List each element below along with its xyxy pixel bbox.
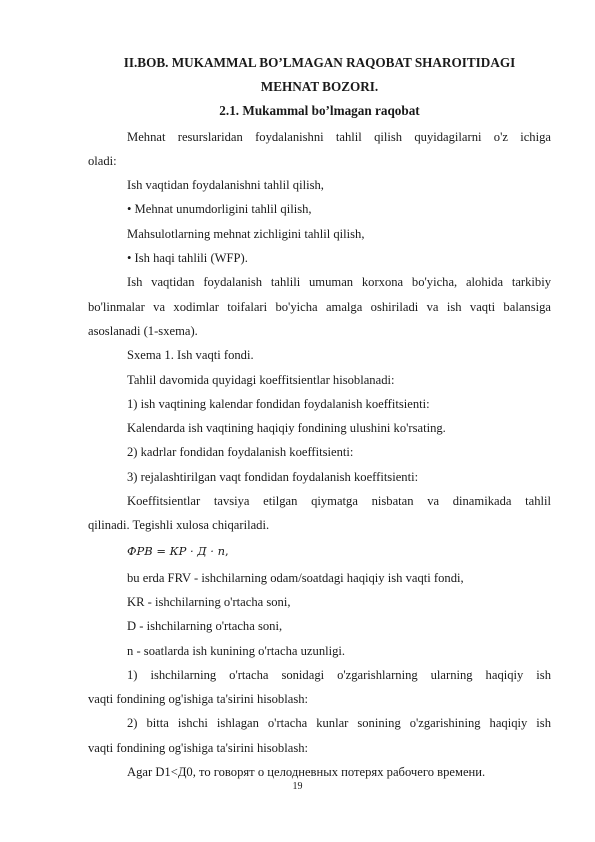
- scheme-caption: Sxema 1. Ish vaqti fondi.: [127, 348, 254, 362]
- section-title: 2.1. Mukammal bo’lmagan raqobat: [219, 103, 420, 118]
- formula: [127, 542, 229, 560]
- chapter-title-line1: II.BOB. MUKAMMAL BO’LMAGAN RAQOBAT SHAROITIDAGI: [123, 55, 516, 70]
- paragraph-line: Mehnat resurslaridan foydalanishni tahlil qilish quyidagilarni o'z ichiga: [127, 130, 551, 144]
- paragraph-line: bu erda FRV - ishchilarning odam/soatdagi haqiqiy ish vaqti fondi,: [127, 571, 464, 585]
- paragraph-line: vaqti fondining og'ishiga ta'sirini hisoblash:: [88, 741, 309, 755]
- paragraph-line: qilinadi. Tegishli xulosa chiqariladi.: [88, 518, 270, 532]
- page-number: 19: [292, 781, 303, 792]
- list-item: 2) bitta ishchi ishlagan o'rtacha kunlar sonining o'zgarishining haqiqiy ish: [127, 716, 551, 730]
- paragraph-line: Agar D1<Д0, то говорят о целодневных потерях рабочего времени.: [127, 765, 486, 779]
- list-item: 3) rejalashtirilgan vaqt fondidan foydalanish koeffitsienti:: [127, 470, 419, 484]
- formula-expression: ФРВ = КР · Д · n: [127, 544, 226, 558]
- paragraph-line: Mahsulotlarning mehnat zichligini tahlil qilish,: [127, 227, 365, 241]
- paragraph-line: D - ishchilarning o'rtacha soni,: [127, 619, 283, 633]
- paragraph-line: Tahlil davomida quyidagi koeffitsientlar hisoblanadi:: [127, 373, 395, 387]
- paragraph-line: Koeffitsientlar tavsiya etilgan qiymatga nisbatan va dinamikada tahlil: [127, 494, 551, 508]
- chapter-title-line2: MEHNAT BOZORI.: [260, 79, 379, 94]
- bullet-item: • Mehnat unumdorligini tahlil qilish,: [127, 202, 312, 216]
- paragraph-line: Ish vaqtidan foydalanish tahlili umuman korxona bo'yicha, alohida tarkibiy: [127, 275, 551, 289]
- paragraph-line: oladi:: [88, 154, 117, 168]
- list-item: 1) ishchilarning o'rtacha sonidagi o'zgarishlarning ularning haqiqiy ish: [127, 668, 551, 682]
- paragraph-line: KR - ishchilarning o'rtacha soni,: [127, 595, 291, 609]
- paragraph-line: Kalendarda ish vaqtining haqiqiy fondining ulushini ko'rsating.: [127, 421, 446, 435]
- bullet-item: • Ish haqi tahlili (WFP).: [127, 251, 248, 265]
- list-item: 2) kadrlar fondidan foydalanish koeffitsienti:: [127, 445, 354, 459]
- paragraph-line: n - soatlarda ish kunining o'rtacha uzunligi.: [127, 644, 346, 658]
- paragraph-line: asoslanadi (1-sxema).: [88, 324, 198, 338]
- list-item: 1) ish vaqtining kalendar fondidan foydalanish koeffitsienti:: [127, 397, 430, 411]
- paragraph-line: bo'linmalar va xodimlar toifalari bo'yicha amalga oshiriladi va ish vaqti balansiga: [88, 300, 551, 314]
- paragraph-line: Ish vaqtidan foydalanishni tahlil qilish,: [127, 178, 324, 192]
- formula-tail: ,: [225, 544, 229, 558]
- paragraph-line: vaqti fondining og'ishiga ta'sirini hisoblash:: [88, 692, 309, 706]
